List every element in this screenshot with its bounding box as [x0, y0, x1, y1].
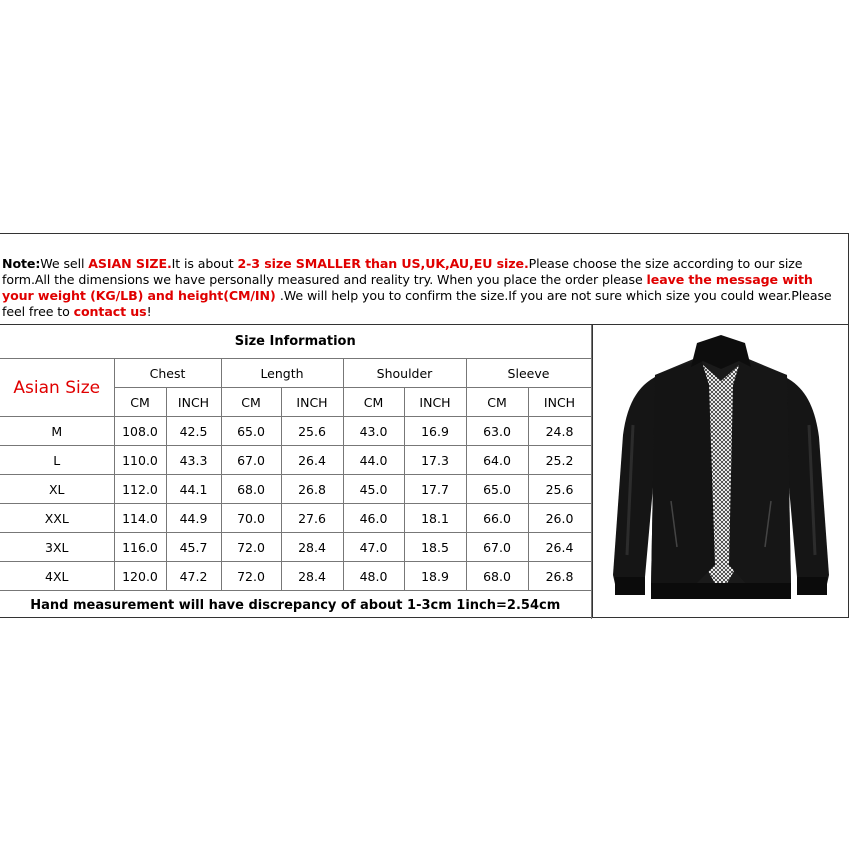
table-cell: 18.9 — [404, 562, 466, 591]
table-cell: 24.8 — [528, 417, 591, 446]
table-row — [0, 504, 591, 533]
unit-header: INCH — [281, 388, 343, 417]
size-label: L — [0, 446, 114, 475]
table-cell: 70.0 — [221, 504, 281, 533]
table-cell: 27.6 — [281, 504, 343, 533]
table-cell: 110.0 — [114, 446, 166, 475]
table-cell: 42.5 — [166, 417, 221, 446]
table-cell: 16.9 — [404, 417, 466, 446]
table-cell: 65.0 — [221, 417, 281, 446]
size-table — [0, 325, 592, 619]
table-cell: 26.0 — [528, 504, 591, 533]
note-highlight-message: leave the message with your weight (KG/LB) and height(CM/IN) — [2, 272, 813, 303]
table-cell: 26.8 — [281, 475, 343, 504]
table-cell: 72.0 — [221, 533, 281, 562]
note-text-1: We sell — [40, 256, 89, 271]
table-cell: 65.0 — [466, 475, 528, 504]
table-cell: 116.0 — [114, 533, 166, 562]
note-highlight-contact: contact us — [73, 304, 147, 319]
table-row — [0, 533, 591, 562]
size-label: XL — [0, 475, 114, 504]
table-cell: 120.0 — [114, 562, 166, 591]
size-label: XXL — [0, 504, 114, 533]
size-note — [0, 234, 848, 325]
note-highlight-smaller: 2-3 size SMALLER than US,UK,AU,EU size. — [237, 256, 529, 271]
table-cell: 68.0 — [221, 475, 281, 504]
table-cell: 17.7 — [404, 475, 466, 504]
table-row — [0, 417, 591, 446]
table-cell: 48.0 — [343, 562, 404, 591]
table-cell: 25.6 — [281, 417, 343, 446]
table-cell: 72.0 — [221, 562, 281, 591]
note-text-3: Please choose the size according to our size form.All the dimensions we have personally measured and reality try. When you place the order please — [2, 256, 803, 287]
size-label: M — [0, 417, 114, 446]
table-cell: 47.2 — [166, 562, 221, 591]
group-shoulder: Shoulder — [343, 359, 466, 388]
unit-header: CM — [114, 388, 166, 417]
unit-header: INCH — [528, 388, 591, 417]
group-sleeve: Sleeve — [466, 359, 591, 388]
group-length: Length — [221, 359, 343, 388]
size-chart-sheet — [0, 233, 849, 618]
table-cell: 114.0 — [114, 504, 166, 533]
size-label: 3XL — [0, 533, 114, 562]
table-cell: 26.4 — [528, 533, 591, 562]
table-cell: 44.9 — [166, 504, 221, 533]
table-cell: 25.2 — [528, 446, 591, 475]
table-cell: 28.4 — [281, 562, 343, 591]
table-cell: 28.4 — [281, 533, 343, 562]
table-row — [0, 475, 591, 504]
table-cell: 66.0 — [466, 504, 528, 533]
table-cell: 64.0 — [466, 446, 528, 475]
note-text-2: It is about — [171, 256, 238, 271]
size-label: 4XL — [0, 562, 114, 591]
table-cell: 43.0 — [343, 417, 404, 446]
unit-header: CM — [466, 388, 528, 417]
note-text-4: .We will help you to confirm the size.If you are not sure which size you could wear.Please feel free to — [2, 288, 832, 319]
table-cell: 112.0 — [114, 475, 166, 504]
unit-header: INCH — [166, 388, 221, 417]
asian-size-label: Asian Size — [0, 359, 114, 417]
measurement-disclaimer: Hand measurement will have discrepancy of about 1-3cm 1inch=2.54cm — [0, 591, 591, 620]
table-cell: 43.3 — [166, 446, 221, 475]
unit-header: CM — [221, 388, 281, 417]
table-cell: 46.0 — [343, 504, 404, 533]
unit-header: CM — [343, 388, 404, 417]
table-cell: 25.6 — [528, 475, 591, 504]
table-cell: 26.4 — [281, 446, 343, 475]
table-row — [0, 562, 591, 591]
product-photo — [592, 325, 848, 618]
note-text-5: ! — [146, 304, 152, 319]
table-cell: 18.1 — [404, 504, 466, 533]
table-cell: 67.0 — [221, 446, 281, 475]
unit-header: INCH — [404, 388, 466, 417]
table-cell: 17.3 — [404, 446, 466, 475]
table-cell: 18.5 — [404, 533, 466, 562]
table-cell: 45.0 — [343, 475, 404, 504]
table-cell: 47.0 — [343, 533, 404, 562]
group-chest: Chest — [114, 359, 221, 388]
table-cell: 68.0 — [466, 562, 528, 591]
table-cell: 44.0 — [343, 446, 404, 475]
note-highlight-asian-size: ASIAN SIZE. — [88, 256, 172, 271]
table-cell: 108.0 — [114, 417, 166, 446]
table-cell: 63.0 — [466, 417, 528, 446]
table-cell: 44.1 — [166, 475, 221, 504]
table-title: Size Information — [0, 325, 591, 359]
table-cell: 26.8 — [528, 562, 591, 591]
table-cell: 45.7 — [166, 533, 221, 562]
table-row — [0, 446, 591, 475]
table-cell: 67.0 — [466, 533, 528, 562]
note-label: Note: — [2, 256, 41, 271]
black-jacket-photo — [593, 325, 848, 618]
